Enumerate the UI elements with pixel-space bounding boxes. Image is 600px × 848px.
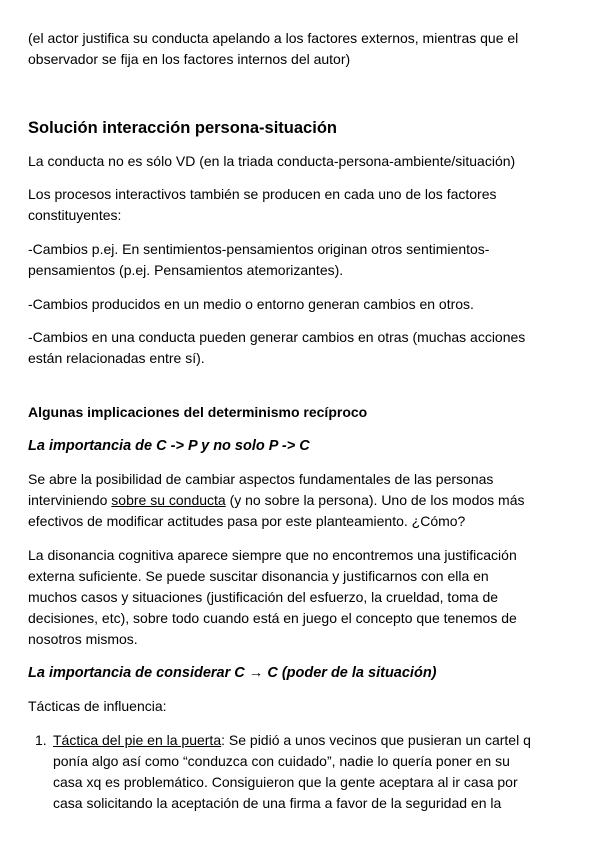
paragraph: -Cambios producidos en un medio o entorno generan cambios en otros. (28, 296, 474, 312)
paragraph (28, 327, 576, 369)
intro-line: observador se fija en los factores internos del autor) (28, 51, 351, 67)
paragraph-line: Los procesos interactivos también se producen en cada uno de los factores (28, 186, 497, 202)
list-item-body (53, 730, 593, 814)
paragraph: Tácticas de influencia: (28, 698, 167, 714)
paragraph: La conducta no es sólo VD (en la triada conducta-persona-ambiente/situación) (28, 153, 516, 169)
section-heading: Solución interacción persona-situación (28, 119, 337, 137)
list-number: 1. (35, 732, 47, 748)
list-line: ponía algo así como “conduzca con cuidado”, nadie lo quería poner en su (53, 753, 510, 769)
paragraph-line: decisiones, etc), sobre todo cuando está en juego el concepto que tenemos de (28, 610, 517, 626)
paragraph (28, 469, 576, 532)
list-line: casa xq es problemático. Consiguieron que la gente aceptara al ir casa por (53, 774, 518, 790)
subheading: La importancia de C -> P y no solo P -> C (28, 438, 310, 454)
list-line: casa solicitando la aceptación de una firma a favor de la seguridad en la (53, 795, 502, 811)
section-heading: Algunas implicaciones del determinismo recíproco (28, 404, 368, 420)
paragraph (28, 184, 576, 226)
text-run: (y no sobre la persona). Uno de los modos más (225, 492, 525, 508)
paragraph-line: pensamientos (p.ej. Pensamientos atemorizantes). (28, 262, 344, 278)
paragraph-line: están relacionadas entre sí). (28, 350, 205, 366)
paragraph-line: -Cambios p.ej. En sentimientos-pensamientos originan otros sentimientos- (28, 241, 490, 257)
subheading: La importancia de considerar C → C (poder de la situación) (28, 665, 437, 681)
paragraph-line: -Cambios en una conducta pueden generar cambios en otras (muchas acciones (28, 329, 526, 345)
paragraph-line: muchos casos y situaciones (justificación del esfuerzo, la crueldad, toma de (28, 589, 499, 605)
text-run: interviniendo (28, 492, 112, 508)
paragraph-line: nosotros mismos. (28, 631, 138, 647)
paragraph-line: Se abre la posibilidad de cambiar aspectos fundamentales de las personas (28, 471, 494, 487)
paragraph-line: La disonancia cognitiva aparece siempre que no encontremos una justificación (28, 547, 517, 563)
text-run: : Se pidió a unos vecinos que pusieran un cartel q (221, 732, 531, 748)
paragraph-line: externa suficiente. Se puede suscitar disonancia y justificarnos con ella en (28, 568, 489, 584)
intro-line: (el actor justifica su conducta apelando a los factores externos, mientras que el (28, 30, 519, 46)
paragraph-line (28, 490, 576, 511)
paragraph-line: efectivos de modificar actitudes pasa por este planteamiento. ¿Cómo? (28, 513, 466, 529)
paragraph (28, 239, 576, 281)
paragraph (28, 545, 576, 650)
underlined-term: Táctica del pie en la puerta (53, 732, 222, 748)
underlined-text: sobre su conducta (111, 492, 226, 508)
intro-paragraph (28, 28, 576, 70)
paragraph-line: constituyentes: (28, 207, 122, 223)
list-line (53, 730, 593, 751)
